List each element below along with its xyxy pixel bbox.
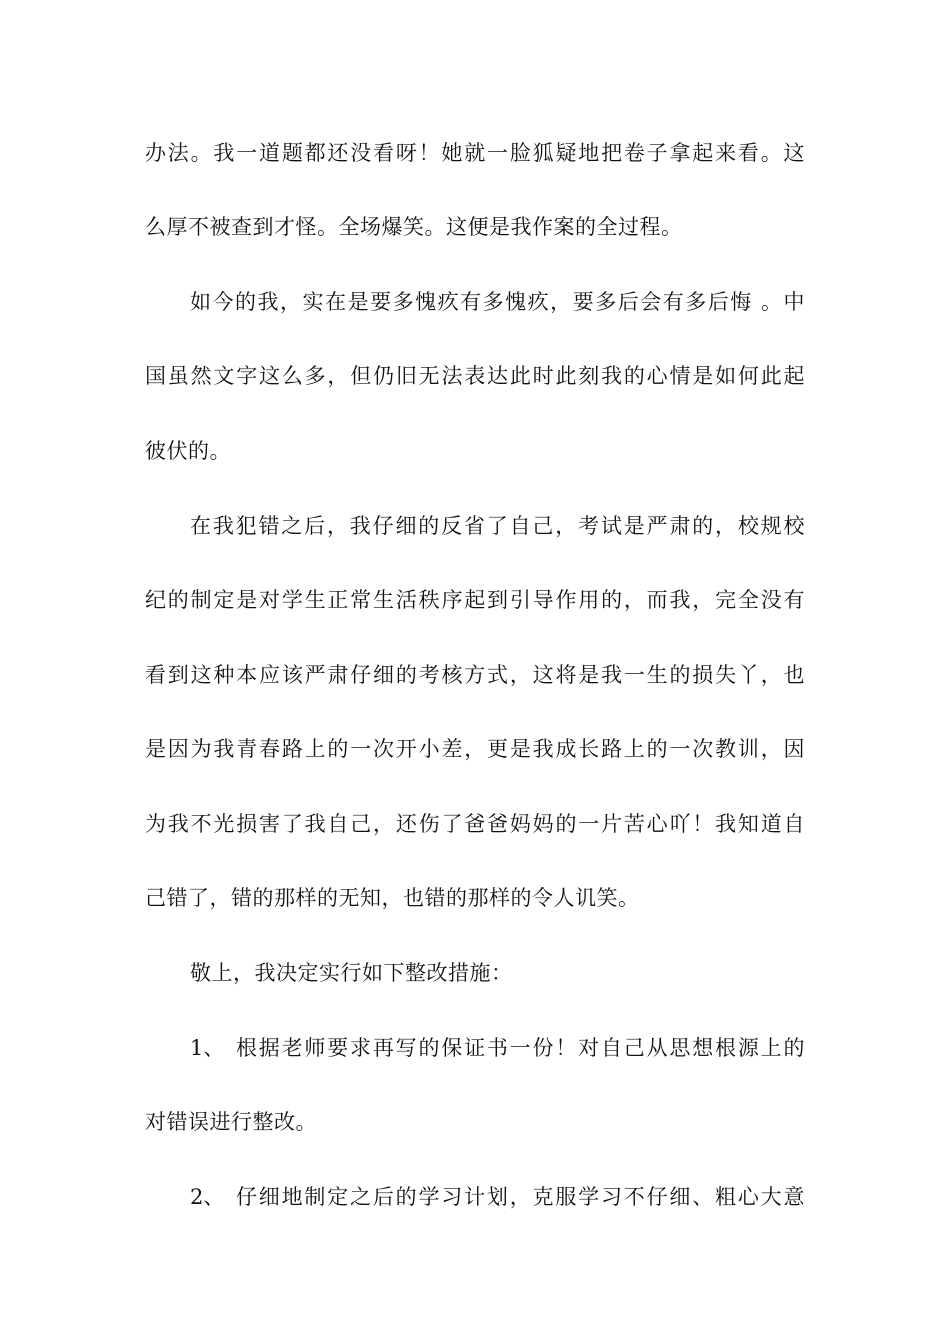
paragraph-first-line: 敬上，我决定实行如下整改措施： <box>190 961 513 985</box>
list-item-text: 根据老师要求再写的保证书一份！对自己从思想根源上的 <box>236 1036 805 1060</box>
text-line: 是因为我青春路上的一次开小差，更是我成长路上的一次教训，因 <box>145 737 805 761</box>
text-line: 办法。我一道题都还没看呀！她就一脸狐疑地把卷子拿起来看。这 <box>145 141 805 165</box>
text-line: 己错了，错的那样的无知，也错的那样的令人讥笑。 <box>145 886 640 910</box>
paragraph-first-line: 在我犯错之后，我仔细的反省了自己，考试是严肃的，校规校 <box>190 514 805 538</box>
list-item <box>190 1182 805 1212</box>
text-line: 么厚不被查到才怪。全场爆笑。这便是我作案的全过程。 <box>145 215 683 239</box>
text-line: 看到这种本应该严肃仔细的考核方式，这将是我一生的损失丫，也 <box>145 663 805 687</box>
list-item-number: 1、 <box>190 1036 225 1060</box>
text-line: 彼伏的。 <box>145 439 231 463</box>
list-item <box>190 1033 805 1063</box>
list-item-number: 2、 <box>190 1185 225 1209</box>
text-line: 纪的制定是对学生正常生活秩序起到引导作用的，而我，完全没有 <box>145 588 805 612</box>
text-line: 为我不光损害了我自己，还伤了爸爸妈妈的一片苦心吖！我知道自 <box>145 812 805 836</box>
list-item-text: 仔细地制定之后的学习计划，克服学习不仔细、粗心大意 <box>236 1185 805 1209</box>
paragraph-first-line: 如今的我，实在是要多愧疚有多愧疚，要多后会有多后悔 。中 <box>190 290 805 314</box>
text-line: 对错误进行整改。 <box>145 1110 317 1134</box>
text-line: 国虽然文字这么多，但仍旧无法表达此时此刻我的心情是如何此起 <box>145 364 805 388</box>
